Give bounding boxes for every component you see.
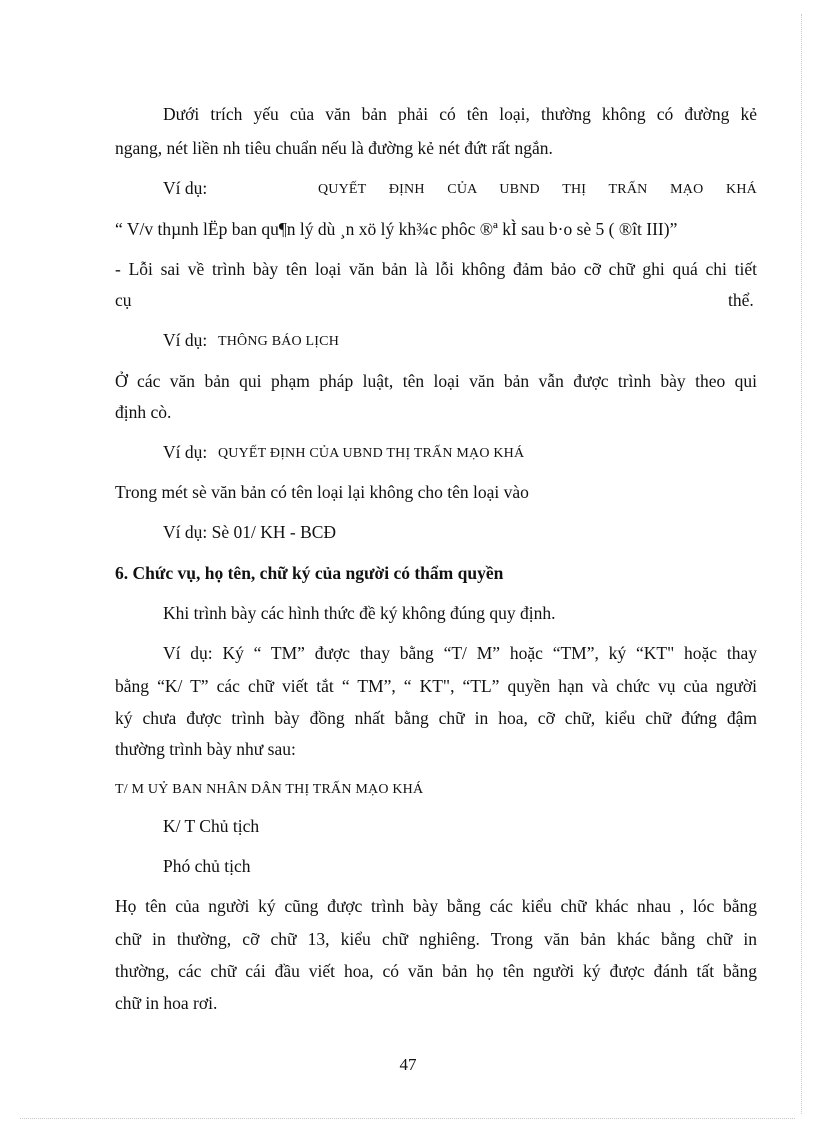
- page-border-bottom: [20, 1118, 795, 1119]
- para-name-3: thường, các chữ cái đầu viết hoa, có văn bản họ tên người ký được đánh tất bằng: [115, 961, 757, 981]
- example-label-3: Ví dụ:: [163, 442, 208, 462]
- signature-block-title: T/ M UỶ BAN NHÂN DÂN THỊ TRẤN MẠO KHÁ: [115, 782, 424, 797]
- para-sign-2: Ví dụ: Ký “ TM” được thay bằng “T/ M” hoặc “TM”, ký “KT" hoặc thay: [163, 643, 757, 663]
- para-sign-1: Khi trình bày các hình thức đề ký không đúng quy định.: [163, 603, 556, 623]
- example-line-4: Ví dụ: Sè 01/ KH - BCĐ: [163, 522, 337, 542]
- para-name-2: chữ in thường, cỡ chữ 13, kiểu chữ nghiêng. Trong văn bản khác bằng chữ in: [115, 929, 757, 949]
- para-legal-1: Ở các văn bản qui phạm pháp luật, tên loại văn bản vẫn được trình bày theo qui: [115, 371, 757, 391]
- signature-deputy-line: Phó chủ tịch: [163, 856, 251, 876]
- para-some-docs: Trong mét sè văn bản có tên loại lại không cho tên loại vào: [115, 482, 529, 502]
- page-number: 47: [399, 1055, 417, 1074]
- para-sign-4: ký chưa được trình bày đồng nhất bằng chữ in hoa, cỡ chữ, kiểu chữ đứng đậm: [115, 708, 757, 728]
- example-label-1: Ví dụ:: [163, 178, 208, 198]
- para-name-1: Họ tên của người ký cũng được trình bày bằng các kiểu chữ khác nhau , lóc bằng: [115, 896, 757, 916]
- example-text-2: THÔNG BÁO LỊCH: [218, 334, 340, 349]
- error-line-2a: cụ: [115, 290, 132, 310]
- section-heading: 6. Chức vụ, họ tên, chữ ký của người có thẩm quyền: [115, 563, 504, 583]
- signature-kt-line: K/ T Chủ tịch: [163, 816, 260, 836]
- example-label-2: Ví dụ:: [163, 330, 208, 350]
- error-line-2b: thể.: [728, 290, 754, 310]
- garbled-line: “ V/v thµnh lËp ban qu¶n lý dù ¸n xö lý kh¾c phôc ®ª kÌ sau b·o sè 5 ( ®ît III)”: [115, 219, 678, 239]
- para-line-2: ngang, nét liền nh tiêu chuẩn nếu là đường kẻ nét đứt rất ngắn.: [115, 138, 553, 158]
- para-legal-2: định cò.: [115, 402, 172, 422]
- para-line-1: Dưới trích yếu của văn bản phải có tên loại, thường không có đường kẻ: [163, 104, 757, 124]
- page-border-right: [801, 14, 802, 1114]
- para-sign-5: thường trình bày như sau:: [115, 739, 296, 759]
- example-text-1: QUYẾT ĐỊNH CỦA UBND THỊ TRẤN MẠO KHÁ: [318, 182, 757, 197]
- para-sign-3: bằng “K/ T” các chữ viết tắt “ TM”, “ KT", “TL” quyền hạn và chức vụ của người: [115, 676, 757, 696]
- para-name-4: chữ in hoa rơi.: [115, 993, 218, 1013]
- example-text-3: QUYẾT ĐỊNH CỦA UBND THỊ TRẤN MẠO KHÁ: [218, 446, 525, 461]
- error-line-1: - Lỗi sai về trình bày tên loại văn bản là lỗi không đảm bảo cỡ chữ ghi quá chi tiết: [115, 259, 757, 279]
